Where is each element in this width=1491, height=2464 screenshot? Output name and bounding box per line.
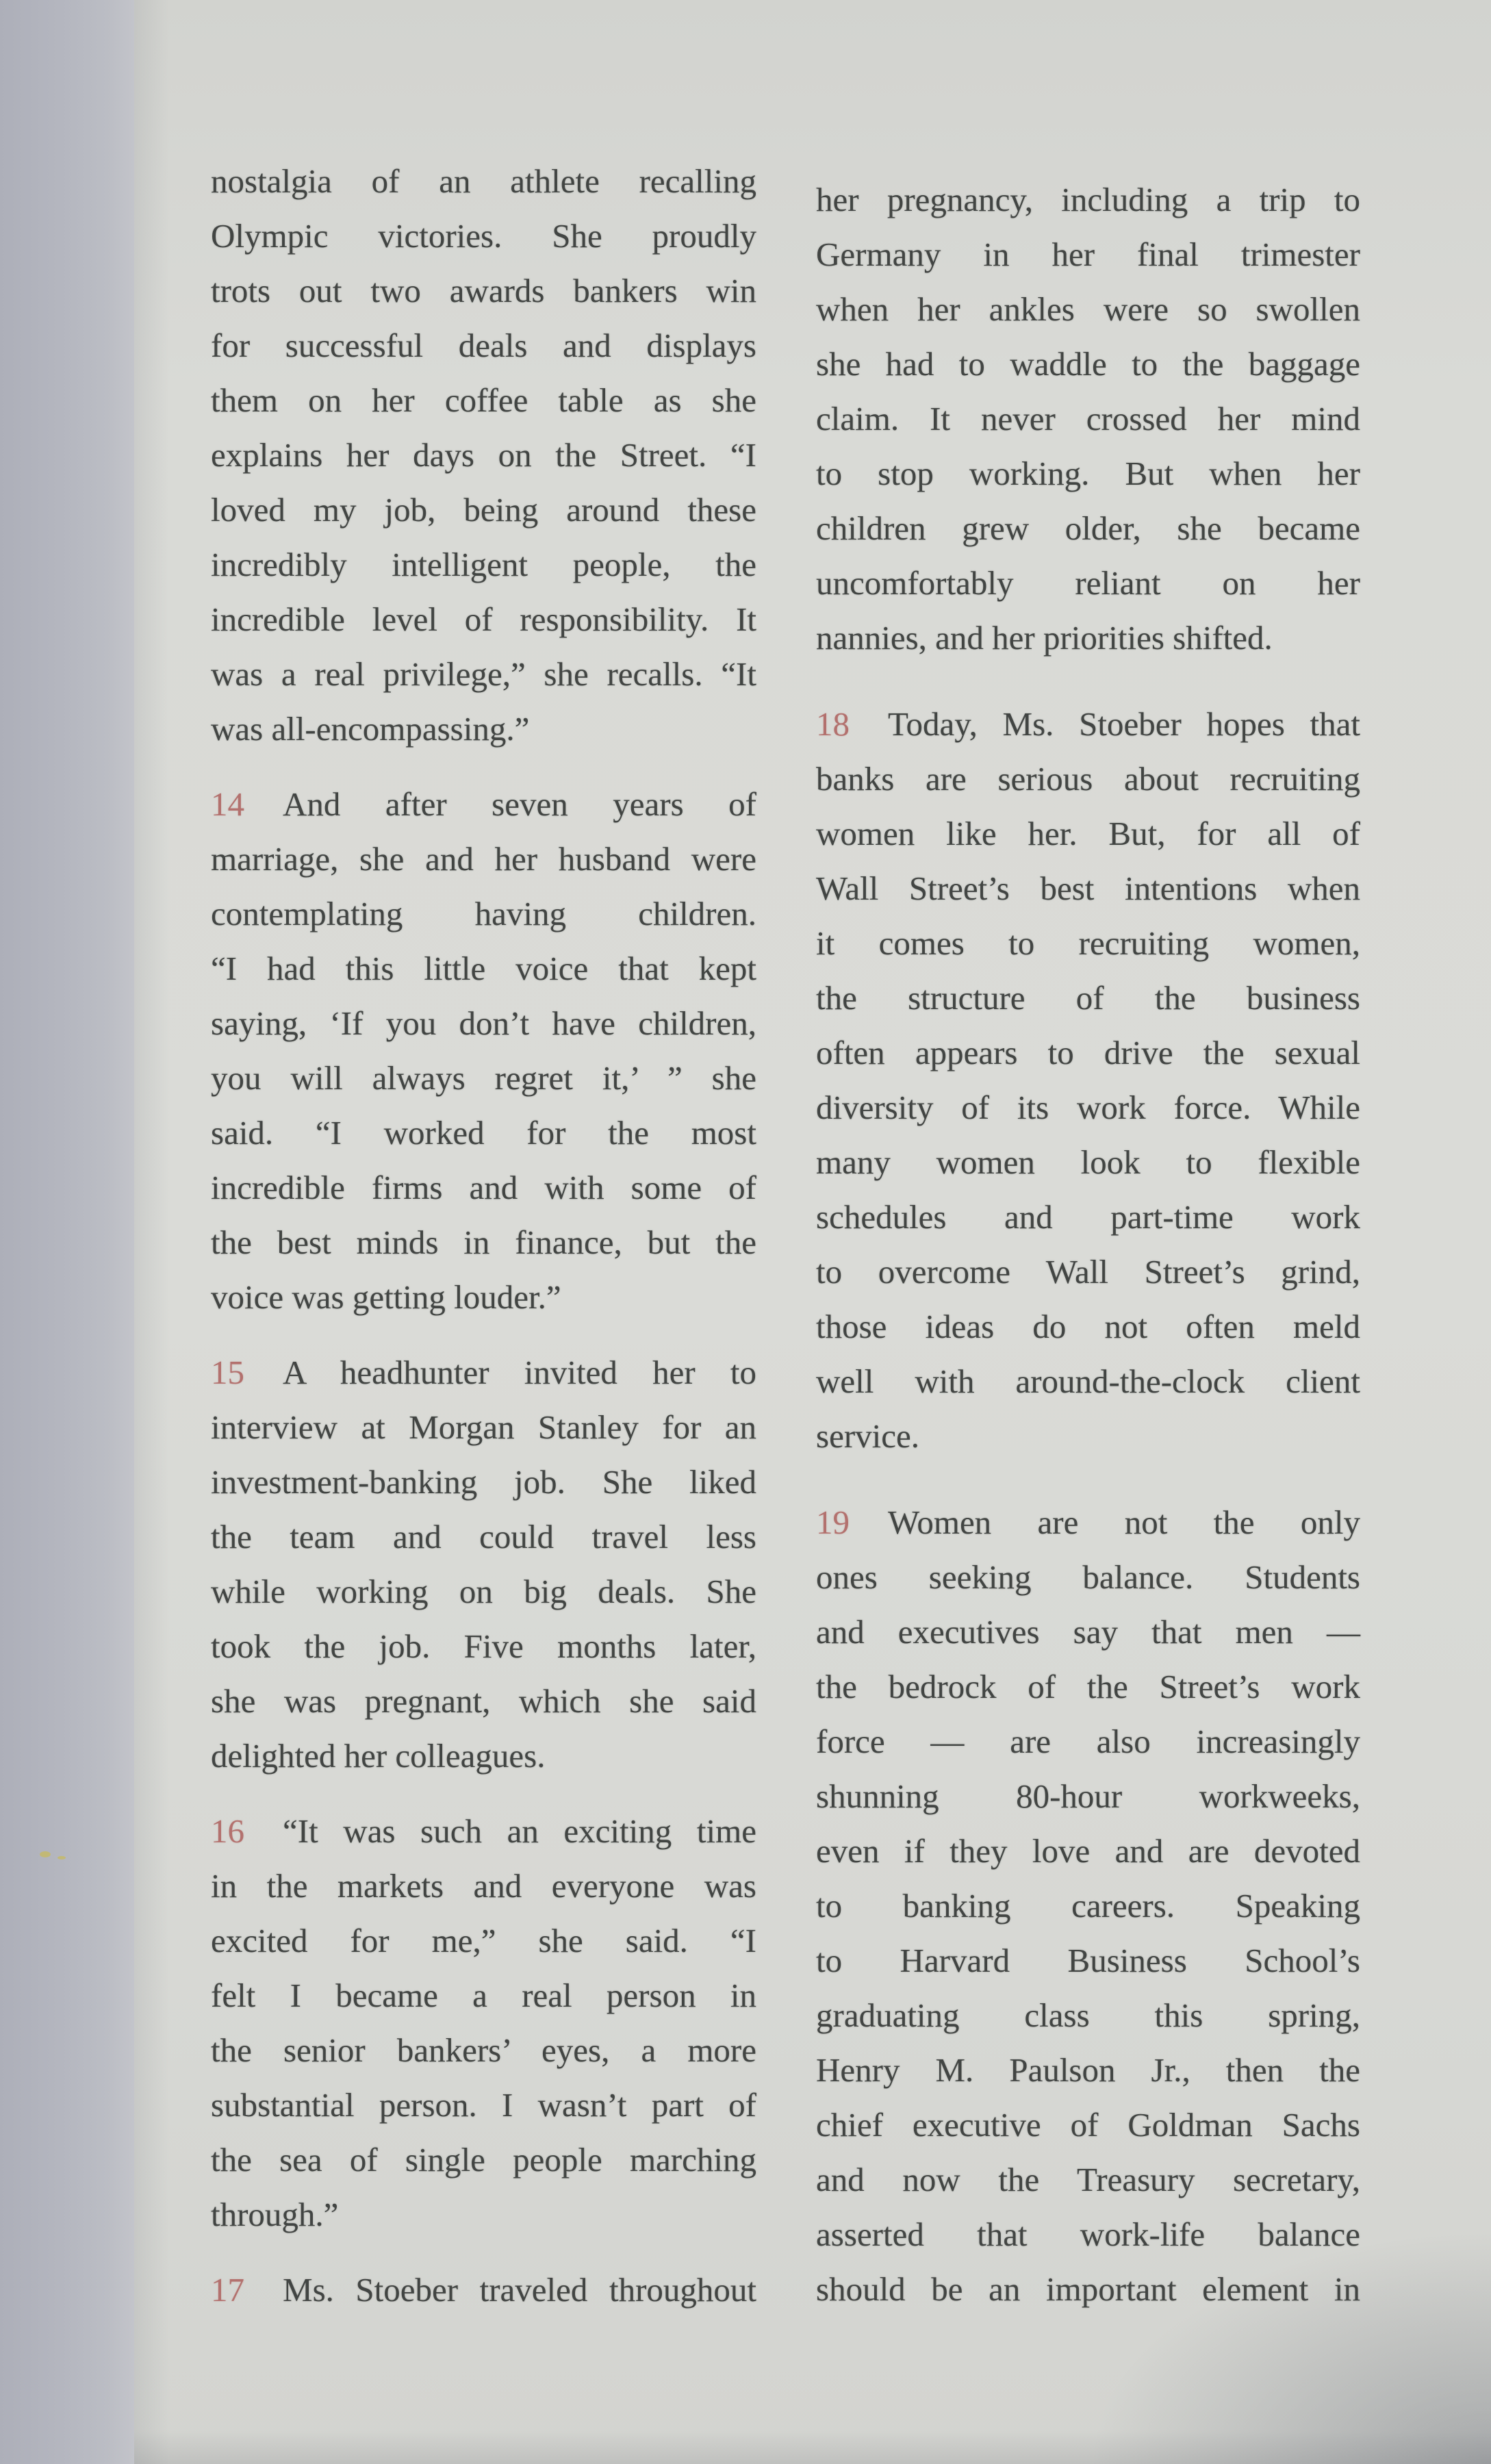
text-line: incredible firms and with some of xyxy=(211,1169,756,1206)
text-line: delighted her colleagues. xyxy=(211,1737,546,1775)
text-line: should be an important element in xyxy=(816,2270,1360,2308)
text-line: explains her days on the Street. “I xyxy=(211,436,756,474)
text-line: 18 Today, Ms. Stoeber hopes that xyxy=(816,705,1360,743)
paragraph-number: 19 xyxy=(816,1503,850,1541)
text-line: “I had this little voice that kept xyxy=(211,950,756,987)
paragraph xyxy=(211,154,756,757)
text-line: 17 Ms. Stoeber traveled throughout xyxy=(211,2271,756,2309)
text-line: Henry M. Paulson Jr., then the xyxy=(816,2051,1360,2089)
text-line: Olympic victories. She proudly xyxy=(211,217,756,255)
paragraph xyxy=(816,697,1360,1464)
text-line: 15 A headhunter invited her to xyxy=(211,1354,756,1391)
paragraph-number: 18 xyxy=(816,705,850,743)
text-line: uncomfortably reliant on her xyxy=(816,564,1360,602)
text-line: investment-banking job. She liked xyxy=(211,1463,756,1501)
paragraph xyxy=(211,777,756,1325)
text-line: well with around-the-clock client xyxy=(816,1362,1360,1400)
text-line: asserted that work-life balance xyxy=(816,2215,1360,2253)
text-column-left xyxy=(211,154,756,2317)
text-line: nostalgia of an athlete recalling xyxy=(211,162,756,200)
text-line: many women look to flexible xyxy=(816,1143,1360,1181)
text-line: the sea of single people marching xyxy=(211,2141,756,2179)
paragraph xyxy=(816,1495,1360,2317)
text-line: while working on big deals. She xyxy=(211,1573,756,1610)
text-line: even if they love and are devoted xyxy=(816,1832,1360,1870)
text-line: women like her. But, for all of xyxy=(816,815,1360,852)
paragraph-number: 14 xyxy=(211,785,244,823)
text-line: for successful deals and displays xyxy=(211,327,756,364)
text-line: 16 “It was such an exciting time xyxy=(211,1812,756,1850)
text-line: diversity of its work force. While xyxy=(816,1089,1360,1126)
text-line: incredible level of responsibility. It xyxy=(211,600,756,638)
text-line: when her ankles were so swollen xyxy=(816,290,1360,328)
yellow-mark xyxy=(40,1851,51,1857)
page xyxy=(134,0,1491,2464)
text-line: shunning 80-hour workweeks, xyxy=(816,1777,1360,1815)
text-line: force — are also increasingly xyxy=(816,1723,1360,1760)
text-line: was a real privilege,” she recalls. “It xyxy=(211,655,756,693)
text-line: she was pregnant, which she said xyxy=(211,1682,756,1720)
text-line: chief executive of Goldman Sachs xyxy=(816,2106,1360,2144)
paragraph xyxy=(816,173,1360,665)
paragraph xyxy=(211,2263,756,2317)
text-line: excited for me,” she said. “I xyxy=(211,1922,756,1959)
text-line: ones seeking balance. Students xyxy=(816,1558,1360,1596)
paragraph-number: 16 xyxy=(211,1812,244,1850)
text-line: to Harvard Business School’s xyxy=(816,1942,1360,1979)
text-line: the team and could travel less xyxy=(211,1518,756,1555)
text-line: children grew older, she became xyxy=(816,509,1360,547)
text-line: service. xyxy=(816,1417,919,1455)
text-line: banks are serious about recruiting xyxy=(816,760,1360,798)
text-line: to stop working. But when her xyxy=(816,455,1360,492)
text-line: claim. It never crossed her mind xyxy=(816,400,1360,437)
text-line: nannies, and her priorities shifted. xyxy=(816,619,1273,657)
text-line: it comes to recruiting women, xyxy=(816,924,1360,962)
text-line: incredibly intelligent people, the xyxy=(211,546,756,583)
text-line: the best minds in finance, but the xyxy=(211,1223,756,1261)
text-line: said. “I worked for the most xyxy=(211,1114,756,1152)
text-line: graduating class this spring, xyxy=(816,1996,1360,2034)
text-line: in the markets and everyone was xyxy=(211,1867,756,1905)
text-line: voice was getting louder.” xyxy=(211,1278,561,1316)
text-line: to banking careers. Speaking xyxy=(816,1887,1360,1925)
text-line: Germany in her final trimester xyxy=(816,236,1360,273)
paragraph xyxy=(211,1804,756,2242)
text-line: you will always regret it,’ ” she xyxy=(211,1059,756,1097)
text-line: substantial person. I wasn’t part of xyxy=(211,2086,756,2124)
text-line: often appears to drive the sexual xyxy=(816,1034,1360,1071)
text-line: through.” xyxy=(211,2196,339,2233)
paragraph xyxy=(211,1345,756,1783)
text-line: interview at Morgan Stanley for an xyxy=(211,1408,756,1446)
text-line: loved my job, being around these xyxy=(211,491,756,529)
text-line: them on her coffee table as she xyxy=(211,381,756,419)
text-line: took the job. Five months later, xyxy=(211,1627,756,1665)
text-line: to overcome Wall Street’s grind, xyxy=(816,1253,1360,1291)
text-line: felt I became a real person in xyxy=(211,1977,756,2014)
text-line: marriage, she and her husband were xyxy=(211,840,756,878)
text-line: she had to waddle to the baggage xyxy=(816,345,1360,383)
text-line: and executives say that men — xyxy=(816,1613,1360,1651)
text-line: Wall Street’s best intentions when xyxy=(816,869,1360,907)
page-left-edge-shadow xyxy=(0,0,134,2464)
text-line: saying, ‘If you don’t have children, xyxy=(211,1004,756,1042)
text-line: the senior bankers’ eyes, a more xyxy=(211,2031,756,2069)
text-line: the structure of the business xyxy=(816,979,1360,1017)
text-line: was all-encompassing.” xyxy=(211,710,530,748)
text-line: the bedrock of the Street’s work xyxy=(816,1668,1360,1705)
text-line: contemplating having children. xyxy=(211,895,756,932)
paragraph-number: 17 xyxy=(211,2271,244,2309)
text-line: trots out two awards bankers win xyxy=(211,272,756,309)
text-line: 14 And after seven years of xyxy=(211,785,756,823)
text-line: and now the Treasury secretary, xyxy=(816,2161,1360,2198)
text-line: schedules and part-time work xyxy=(816,1198,1360,1236)
text-line: her pregnancy, including a trip to xyxy=(816,181,1360,218)
text-line: 19 Women are not the only xyxy=(816,1503,1360,1541)
paragraph-number: 15 xyxy=(211,1354,244,1391)
text-line: those ideas do not often meld xyxy=(816,1308,1360,1345)
text-column-right xyxy=(816,173,1360,2317)
